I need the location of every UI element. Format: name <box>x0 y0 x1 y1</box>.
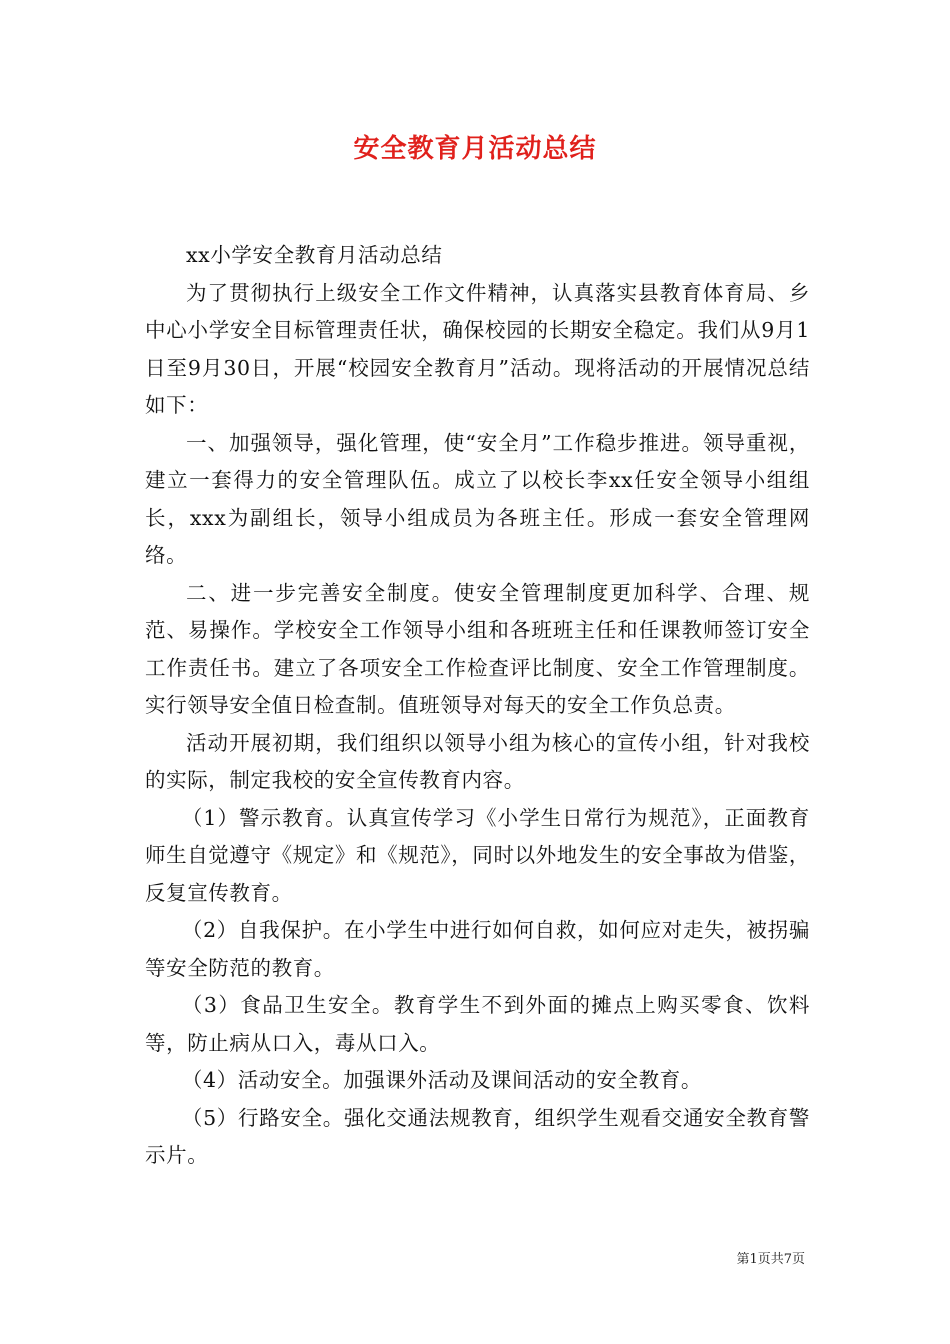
section-one-paragraph: 一、加强领导，强化管理，使“安全月”工作稳步推进。领导重视，建立一套得力的安全管理队伍。成立了以校长李xx任安全领导小组组长，xxx为副组长，领导小组成员为各班主任。形成一套安全管理网络。 <box>145 430 810 567</box>
list-item-food-safety: （3）食品卫生安全。教育学生不到外面的摊点上购买零食、饮料等，防止病从口入，毒从口入。 <box>145 993 810 1055</box>
page-number: 第1页共7页 <box>736 1252 805 1267</box>
intro-paragraph: 为了贯彻执行上级安全工作文件精神，认真落实县教育体育局、乡中心小学安全目标管理责任状，确保校园的长期安全稳定。我们从9月1日至9月30日，开展“校园安全教育月”活动。现将活动的开展情况总结如下： <box>145 280 810 417</box>
activity-paragraph: 活动开展初期，我们组织以领导小组为核心的宣传小组，针对我校的实际，制定我校的安全宣传教育内容。 <box>145 730 810 792</box>
list-item-activity-safety: （4）活动安全。加强课外活动及课间活动的安全教育。 <box>181 1068 702 1092</box>
list-item-road-safety: （5）行路安全。强化交通法规教育，组织学生观看交通安全教育警示片。 <box>145 1105 810 1167</box>
list-item-self-protection: （2）自我保护。在小学生中进行如何自救，如何应对走失，被拐骗等安全防范的教育。 <box>145 918 810 980</box>
section-two-paragraph: 二、进一步完善安全制度。使安全管理制度更加科学、合理、规范、易操作。学校安全工作领导小组和各班班主任和任课教师签订安全工作责任书。建立了各项安全工作检查评比制度、安全工作管理制度。实行领导安全值日检查制。值班领导对每天的安全工作负总责。 <box>145 580 810 717</box>
document-body <box>145 237 810 1175</box>
subtitle-paragraph: xx小学安全教育月活动总结 <box>186 243 443 267</box>
page-title: 安全教育月活动总结 <box>353 134 597 164</box>
list-item-warning-education: （1）警示教育。认真宣传学习《小学生日常行为规范》，正面教育师生自觉遵守《规定》和《规范》，同时以外地发生的安全事故为借鉴，反复宣传教育。 <box>145 805 810 905</box>
